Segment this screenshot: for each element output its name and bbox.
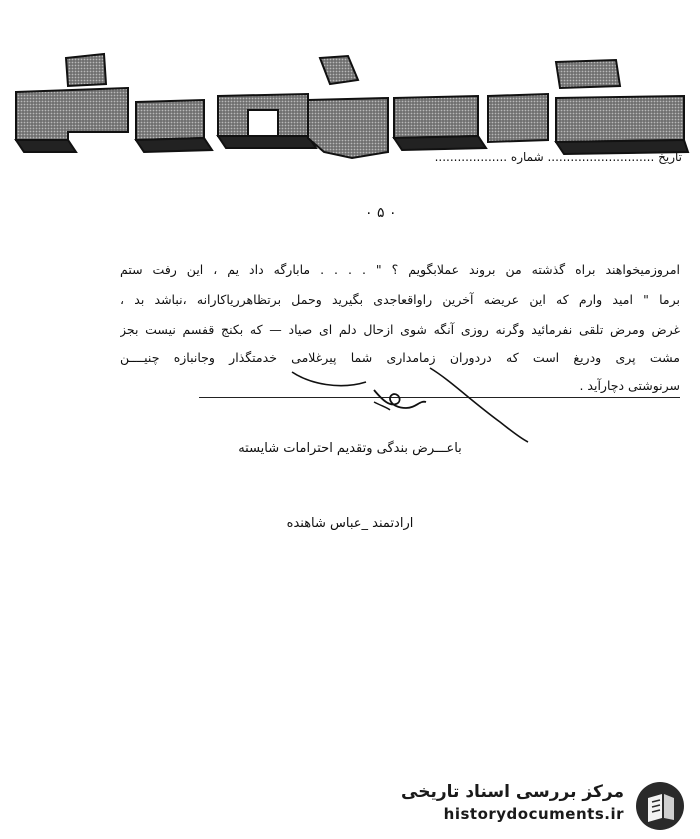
body-line-1: امروزمیخواهند براه گذشته من بروند عملابگویم ؟ " . . . . مابارگه داد یم ، این رفت ستم — [120, 262, 680, 277]
date-number-line — [262, 150, 682, 164]
handwritten-signature — [270, 360, 540, 450]
body-line-2-text: برما " امید وارم که این عریضه آخرین راواقعاجدی بگیرید وحمل برتظاهرریاکارانه ،نباشد بد ، — [120, 292, 680, 307]
date-blank: ............................ — [547, 150, 655, 164]
archive-logo-icon — [634, 780, 686, 832]
page-mark: ۰ ۵ ۰ — [365, 205, 397, 221]
number-label: شماره — [510, 150, 544, 164]
closing-salutation: باعـــرض بندگی وتقدیم احترامات شایسته — [238, 441, 462, 456]
body-line-2 — [120, 292, 680, 307]
body-line-3-text: غرض ومرض تلقی نفرمائید وگرنه روزی آنگه شوی ازحال دلم ای صیاد — که بکنج قفسم نیست بجز — [120, 322, 680, 337]
body-line-5-text: سرنوشتی دچارآید . — [579, 378, 680, 393]
archive-watermark — [390, 780, 690, 832]
watermark-url: historydocuments.ir — [443, 805, 624, 823]
body-line-3 — [120, 322, 680, 337]
number-blank: ................... — [434, 150, 508, 164]
author-signature-line: ارادتمند _عباس شاهنده — [286, 516, 414, 531]
body-line-5 — [579, 378, 680, 393]
body-line-4-text: مشت پری ودریغ است که دردوران زمامداری شما پیرغلامی خدمتگذار وجانبازه چنیــــن — [120, 350, 680, 365]
date-label: تاریخ — [658, 150, 682, 164]
watermark-title: مرکز بررسی اسناد تاریخی — [401, 782, 624, 802]
